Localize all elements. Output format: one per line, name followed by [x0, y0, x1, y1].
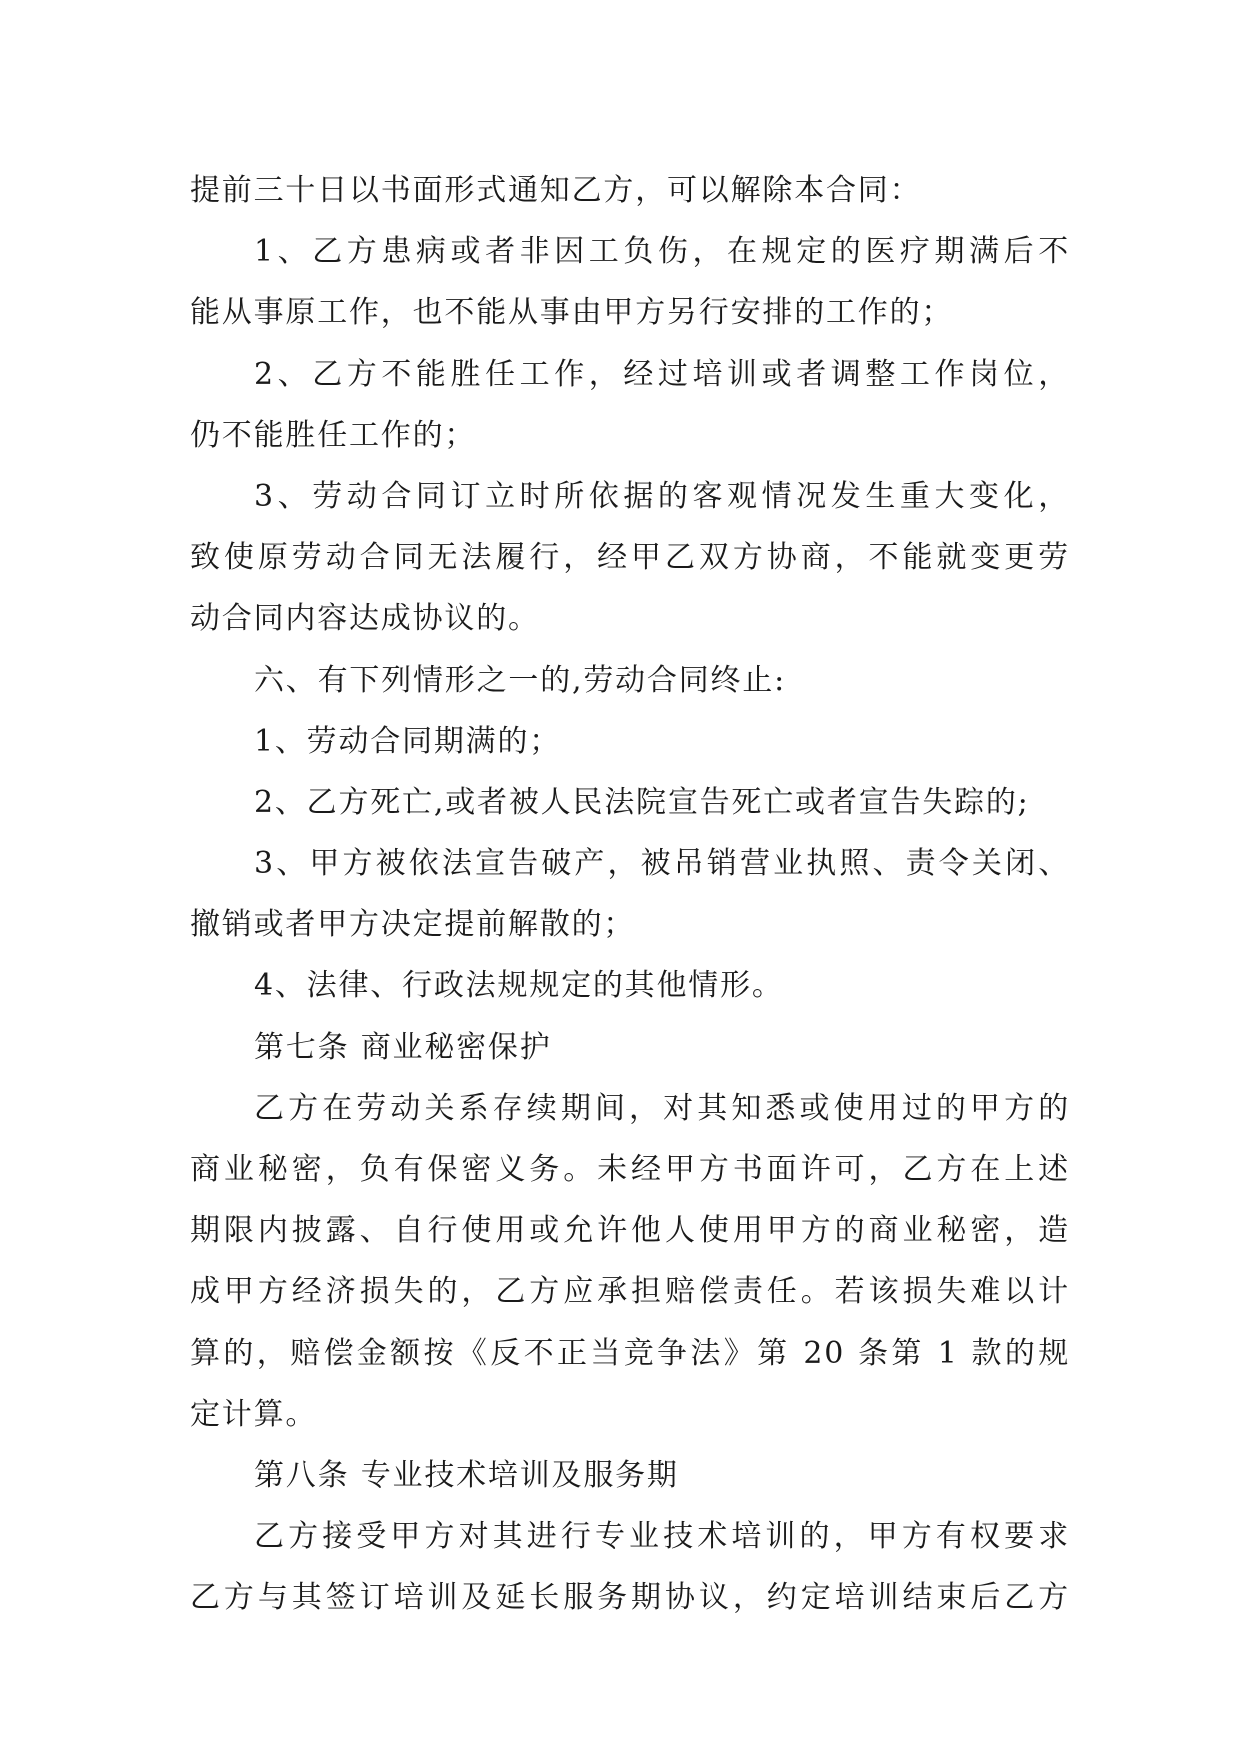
list-item-line: 3、劳动合同订立时所依据的客观情况发生重大变化，	[254, 478, 1070, 514]
article-heading-line: 第七条 商业秘密保护	[254, 1029, 552, 1065]
paragraph-line: 成甲方经济损失的，乙方应承担赔偿责任。若该损失难以计	[190, 1274, 1070, 1310]
paragraph-line: 期限内披露、自行使用或允许他人使用甲方的商业秘密，造	[190, 1213, 1070, 1249]
list-item-line: 2、乙方死亡,或者被人民法院宣告死亡或者宣告失踪的;	[254, 784, 1030, 820]
article-heading-line: 第八条 专业技术培训及服务期	[254, 1457, 679, 1493]
paragraph-line: 仍不能胜任工作的；	[190, 417, 477, 453]
paragraph-line: 商业秘密，负有保密义务。未经甲方书面许可，乙方在上述	[190, 1152, 1070, 1187]
paragraph-line: 算的，赔偿金额按《反不正当竞争法》第 20 条第 1 款的规	[190, 1335, 1070, 1371]
list-item-line: 4、法律、行政法规规定的其他情形。	[254, 968, 784, 1004]
paragraph-line: 能从事原工作，也不能从事由甲方另行安排的工作的；	[190, 295, 954, 331]
list-item-line: 1、劳动合同期满的；	[254, 723, 562, 759]
list-item-line: 3、甲方被依法宣告破产，被吊销营业执照、责令关闭、	[254, 846, 1070, 882]
list-item-line: 2、乙方不能胜任工作，经过培训或者调整工作岗位，	[254, 356, 1070, 392]
paragraph-line: 乙方在劳动关系存续期间，对其知悉或使用过的甲方的	[254, 1090, 1070, 1126]
paragraph-line: 乙方接受甲方对其进行专业技术培训的，甲方有权要求	[254, 1519, 1070, 1555]
paragraph-line: 提前三十日以书面形式通知乙方，可以解除本合同：	[190, 173, 922, 208]
paragraph-line: 乙方与其签订培训及延长服务期协议，约定培训结束后乙方	[190, 1580, 1070, 1616]
paragraph-line: 定计算。	[190, 1396, 318, 1432]
document-body	[190, 160, 1070, 1629]
paragraph-line: 致使原劳动合同无法履行，经甲乙双方协商，不能就变更劳	[190, 540, 1070, 576]
section-heading-line: 六、有下列情形之一的,劳动合同终止:	[254, 662, 787, 698]
paragraph-line: 动合同内容达成协议的。	[190, 601, 540, 637]
list-item-line: 1、乙方患病或者非因工负伤，在规定的医疗期满后不	[254, 234, 1070, 270]
paragraph-line: 撤销或者甲方决定提前解散的；	[190, 907, 636, 943]
